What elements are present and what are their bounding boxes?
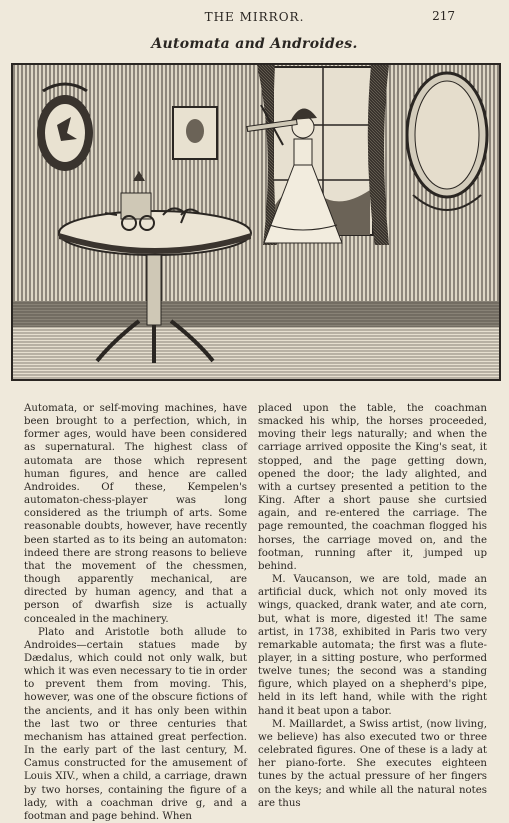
running-head [0, 10, 509, 26]
page-number: 217 [432, 9, 455, 23]
right-column [258, 402, 487, 810]
paragraph: M. Maillardet, a Swiss artist, (now living, we believe) has also executed two or three celebrated figures. One of these is a lady at her piano-forte. She executes eighteen tunes by the actual pressure of her fingers on the keys; and while all the natural notes are thus [258, 718, 487, 809]
paragraph: M. Vaucanson, we are told, made an artificial duck, which not only moved its wings, quacked, drank water, and ate corn, but, what is more, digested it! The same artist, in 1738, exhibited in Paris two very remarkable automata; the first was a flute-player, in a sitting posture, who performed twelve tunes; the second was a standing figure, which played on a shepherd's pipe, held in its left hand, while with the right hand it beat upon a tabor. [258, 574, 487, 717]
engraving-icon [13, 65, 499, 379]
article-title: Automata and Androides. [151, 36, 358, 52]
paragraph: Automata, or self-moving machines, have been brought to a perfection, which, in former ages, would have been considered as supernatural. The highest class of automata are those which represent human figures, and hence are called Androides. Of these, Kempelen's automaton-chess-player was long considered as the triumph of arts. Some reasonable doubts, however, have recently been started as to its being an automaton: indeed there are strong reasons to believe that the movement of the chessmen, though apparently mechanical, are directed by human agency, and that a person of dwarfish size is actually concealed in the machinery. [24, 403, 247, 625]
paragraph: placed upon the table, the coachman smacked his whip, the horses proceeded, moving their legs naturally; and when the carriage arrived opposite the King's seat, it stopped, and the page getting down, opened the door; the lady alighted, and with a curtsey presented a petition to the King. After a short pause she curtsied again, and re-entered the carriage. The page remounted, the coachman flogged his horses, the carriage moved on, and the footman, running after it, jumped up behind. [258, 403, 487, 572]
engraving-illustration [11, 63, 501, 381]
paragraph: Plato and Aristotle both allude to Androides—certain statues made by Dædalus, which could not only walk, but which it was even necessary to tie in order to prevent them from moving. This, however, was one of the obscure fictions of the ancients, and it has only been within the last two or three centuries that mechanism has attained great perfection. In the early part of the last century, M. Camus constructed for the amusement of Louis XIV., when a child, a carriage, drawn by two horses, containing the figure of a lady, with a coachman drive g, and a footman and page behind. When [24, 626, 247, 822]
running-title: THE MIRROR. [204, 10, 305, 24]
left-column [24, 402, 247, 823]
